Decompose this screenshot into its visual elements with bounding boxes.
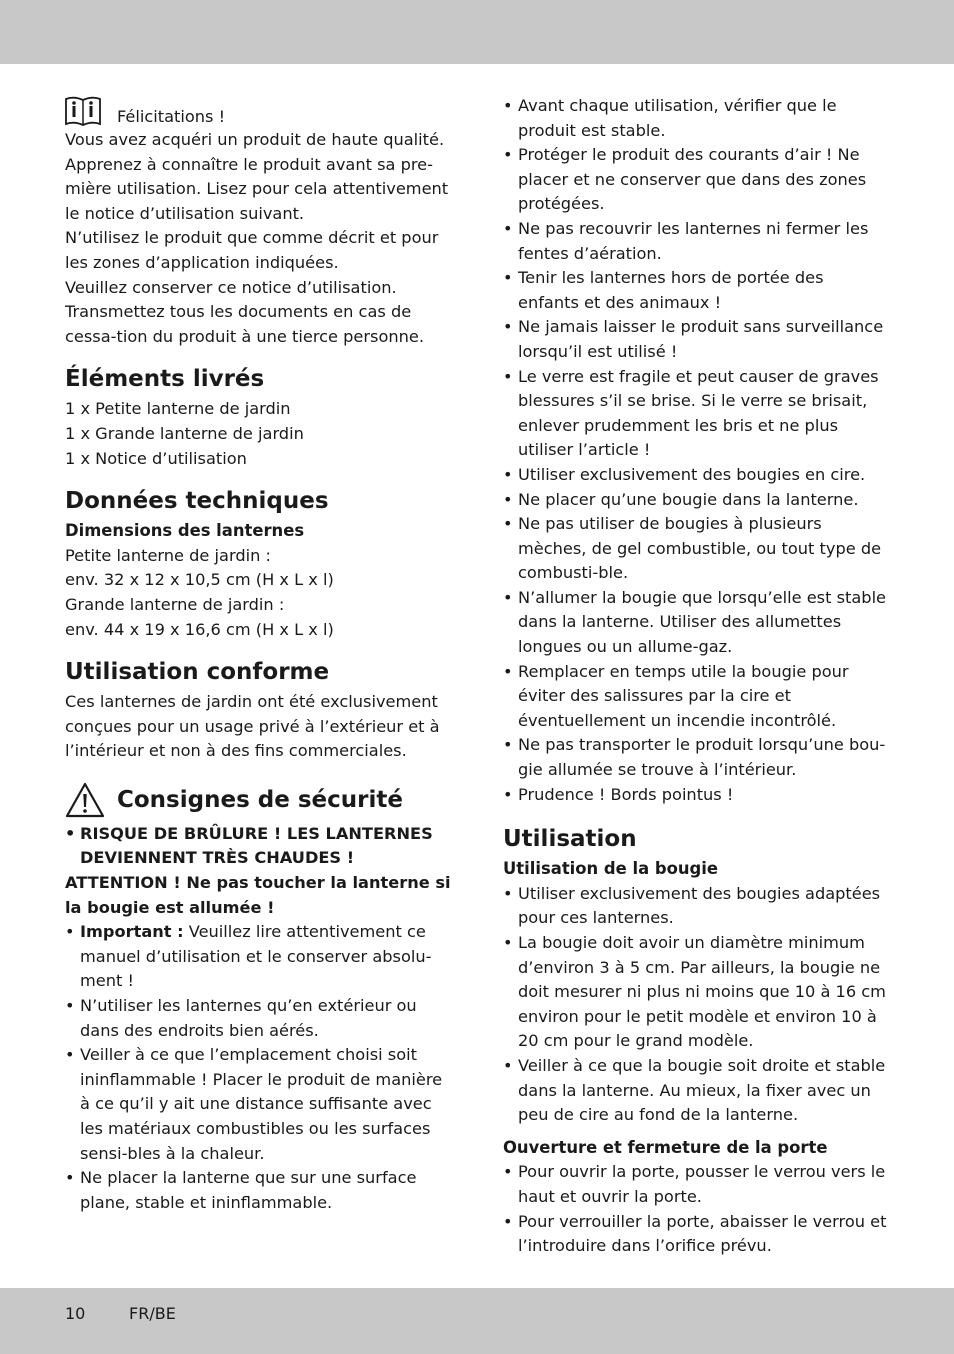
use-text: Ces lanternes de jardin ont été exclusivement conçues pour un usage privé à l’extérieur et à l’intérieur et non à des fins commerciales. (65, 692, 440, 761)
list-item: • Prudence ! Bords pointus ! (503, 783, 889, 808)
list-item: • N’allumer la bougie que lorsqu’elle est stable dans la lanterne. Utiliser des allumettes longues ou un allume-gaz. (503, 586, 889, 660)
info-book-icon (65, 96, 101, 128)
candle-list (503, 882, 889, 1128)
list-item: • Ne placer la lanterne que sur une surface plane, stable et ininflammable. (65, 1166, 451, 1215)
tech-line: env. 44 x 19 x 16,6 cm (H x L x l) (65, 619, 334, 639)
locale-label: FR/BE (129, 1304, 176, 1323)
safety-burn-warning: • RISQUE DE BRÛLURE ! LES LANTERNES DEVIENNENT TRÈS CHAUDES ! (65, 822, 451, 871)
list-item: • Protéger le produit des courants d’air ! Ne placer et ne conserver que dans des zones protégées. (503, 143, 889, 217)
contents-title: Éléments livrés (65, 366, 265, 393)
list-item: • Ne pas recouvrir les lanternes ni fermer les fentes d’aération. (503, 217, 889, 266)
list-item: • Ne placer qu’une bougie dans la lanterne. (503, 488, 889, 513)
list-item: • Le verre est fragile et peut causer de graves blessures s’il se brise. Si le verre se brisait, enlever prudemment les bris et ne plus utiliser l’article ! (503, 365, 889, 463)
door-title: Ouverture et fermeture de la porte (503, 1137, 828, 1157)
contents-item: 1 x Notice d’utilisation (65, 448, 247, 468)
safety-list-left (65, 920, 451, 1215)
safety-attention: ATTENTION ! Ne pas toucher la lanterne si la bougie est allumée ! (65, 873, 451, 917)
list-item: • Veiller à ce que l’emplacement choisi soit ininflammable ! Placer le produit de manière à ce qu’il y ait une distance suffisante avec les matériaux combustibles ou les surfaces sensi-bles à la chaleur. (65, 1043, 451, 1166)
safety-list-left (65, 822, 451, 871)
list-item: • Ne jamais laisser le produit sans surveillance lorsqu’il est utilisé ! (503, 315, 889, 364)
contents-item: 1 x Grande lanterne de jardin (65, 423, 304, 443)
intro-paragraph: Veuillez conserver ce notice d’utilisation. Transmettez tous les documents en cas de cessa-tion du produit à une tierce personne. (65, 277, 424, 346)
intro-paragraph: N’utilisez le produit que comme décrit et pour les zones d’application indiquées. (65, 228, 439, 272)
list-item: • Avant chaque utilisation, vérifier que le produit est stable. (503, 94, 889, 143)
header-bar (0, 0, 954, 64)
tech-line: env. 32 x 12 x 10,5 cm (H x L x l) (65, 570, 334, 590)
intro-paragraph: Vous avez acquéri un produit de haute qualité. Apprenez à connaître le produit avant sa pre-mière utilisation. Lisez pour cela attentivement le notice d’utilisation suivant. (65, 130, 449, 223)
safety-title: Consignes de sécurité (117, 786, 403, 813)
intro-greeting: Félicitations ! (117, 107, 226, 127)
safety-header (65, 782, 451, 818)
list-item: • N’utiliser les lanternes qu’en extérieur ou dans des endroits bien aérés. (65, 994, 451, 1043)
left-column (65, 94, 451, 1215)
list-item: • Ne pas transporter le produit lorsqu’une bou-gie allumée se trouve à l’intérieur. (503, 733, 889, 782)
list-item: • Pour verrouiller la porte, abaisser le verrou et l’introduire dans l’orifice prévu. (503, 1210, 889, 1259)
candle-title: Utilisation de la bougie (503, 859, 718, 879)
list-item: • Tenir les lanternes hors de portée des enfants et des animaux ! (503, 266, 889, 315)
tech-line: Petite lanterne de jardin : (65, 545, 271, 565)
right-column (503, 94, 889, 1259)
use-title: Utilisation conforme (65, 659, 330, 686)
list-item: • Utiliser exclusivement des bougies en cire. (503, 463, 889, 488)
warning-triangle-icon (65, 782, 105, 818)
safety-list-right (503, 94, 889, 807)
list-item: • La bougie doit avoir un diamètre minimum d’environ 3 à 5 cm. Par ailleurs, la bougie ne doit mesurer ni plus ni moins que 10 à 16 cm environ pour le petit modèle et environ 10 à 20 cm pour le grand modèle. (503, 931, 889, 1054)
page-number: 10 (65, 1304, 86, 1323)
list-item (65, 920, 451, 994)
list-item: • Utiliser exclusivement des bougies adaptées pour ces lanternes. (503, 882, 889, 931)
tech-subtitle: Dimensions des lanternes (65, 521, 305, 541)
list-item: • Remplacer en temps utile la bougie pour éviter des salissures par la cire et éventuellement un incendie incontrôlé. (503, 660, 889, 734)
list-item: • Veiller à ce que la bougie soit droite et stable dans la lanterne. Au mieux, la fixer avec un peu de cire au fond de la lanterne. (503, 1054, 889, 1128)
tech-line: Grande lanterne de jardin : (65, 594, 285, 614)
list-item: • Pour ouvrir la porte, pousser le verrou vers le haut et ouvrir la porte. (503, 1160, 889, 1209)
important-label: Important : (80, 922, 184, 942)
tech-title: Données techniques (65, 488, 329, 515)
door-list (503, 1160, 889, 1258)
important-text: Veuillez lire attentivement ce manuel d’utilisation et le conserver absolu-ment ! (80, 922, 432, 991)
usage-title: Utilisation (503, 826, 637, 853)
contents-item: 1 x Petite lanterne de jardin (65, 399, 291, 419)
intro-header (65, 90, 451, 128)
list-item: • Ne pas utiliser de bougies à plusieurs mèches, de gel combustible, ou tout type de combusti-ble. (503, 512, 889, 586)
